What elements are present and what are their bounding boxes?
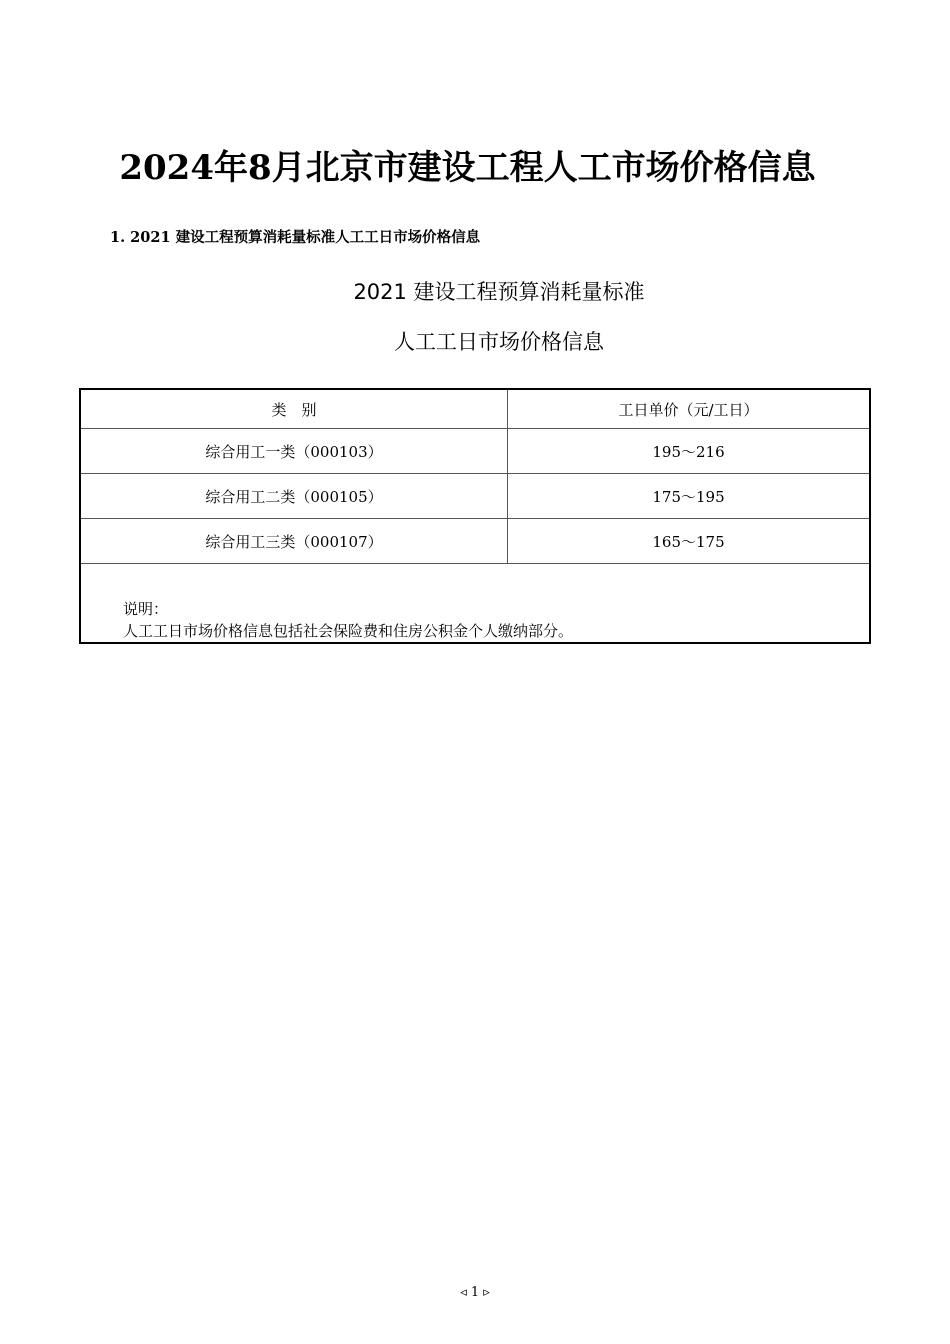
cell-category: 综合用工一类（000103） <box>80 429 508 474</box>
table-title-line2: 人工工日市场价格信息 <box>394 330 604 354</box>
cell-category: 综合用工三类（000107） <box>80 519 508 564</box>
table-title-line1: 2021 建设工程预算消耗量标准 <box>353 280 645 304</box>
cell-price: 165～175 <box>508 519 871 564</box>
cell-price: 175～195 <box>508 474 871 519</box>
section-heading: 1. 2021 建设工程预算消耗量标准人工工日市场价格信息 <box>110 229 481 246</box>
table-row <box>80 474 870 519</box>
notes-row <box>80 564 870 644</box>
table-row <box>80 429 870 474</box>
notes-cell <box>80 564 870 644</box>
page-title: 2024年8月北京市建设工程人工市场价格信息 <box>119 148 816 188</box>
labor-price-table <box>79 388 871 644</box>
notes-label: 说明： <box>123 600 169 618</box>
cell-category: 综合用工二类（000105） <box>80 474 508 519</box>
header-category: 类 别 <box>80 389 508 429</box>
cell-price: 195～216 <box>508 429 871 474</box>
table-header-row <box>80 389 870 429</box>
table-row <box>80 519 870 564</box>
notes-text: 人工工日市场价格信息包括社会保险费和住房公积金个人缴纳部分。 <box>123 622 574 640</box>
header-price: 工日单价（元/工日） <box>508 389 871 429</box>
page-number: ◃ 1 ▹ <box>460 1285 490 1300</box>
